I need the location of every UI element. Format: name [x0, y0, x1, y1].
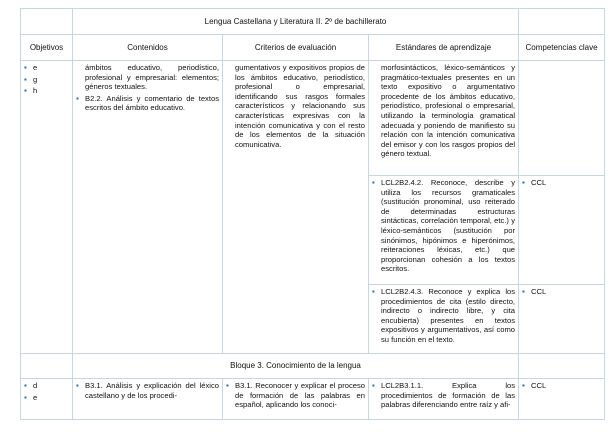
competencia-cell: [519, 285, 605, 354]
bloque-title: Bloque 3. Conocimiento de la lengua: [73, 354, 519, 379]
contenidos-cell: [73, 379, 223, 420]
criterios-cell: [223, 61, 369, 354]
blank-cell: [519, 354, 605, 379]
blank-cell: [21, 9, 73, 35]
contenido-continuation: ámbitos educativo, periodístico, profesional y empresarial: elementos; géneros textuales.: [85, 63, 219, 92]
competencia-item: ▪ CCL: [522, 287, 601, 297]
header-criterios: Criterios de evaluación: [223, 35, 369, 61]
table-title-row: [21, 9, 605, 35]
competencia-cell: [519, 61, 605, 176]
bloque-heading-row: [21, 354, 605, 379]
table-row: [21, 379, 605, 420]
header-competencias: Competencias clave: [519, 35, 605, 61]
estandar-cell: [369, 379, 519, 420]
header-row: [21, 35, 605, 61]
objetivo-item: ▪ d: [24, 381, 69, 391]
blank-cell: [519, 9, 605, 35]
estandar-item: ▪ LCL2B2.4.3. Reconoce y explica los procedimientos de cita (estilo directo, indirecto o indirecto libre, y cita encubierta) presentes en textos expositivos y argumentativos, así como su función en el texto.: [372, 287, 515, 345]
contenido-item: ▪ B2.2. Análisis y comentario de textos escritos del ámbito educativo.: [76, 94, 219, 113]
estandar-cell: [369, 285, 519, 354]
criterio-continuation: gumentativos y expositivos propios de los ámbitos educativo, periodístico, profesional o empresarial, identificando sus rasgos formales característicos y relacionando sus características expresivas con la intención comunicativa y con el resto de los elementos de la situación comunicativa.: [235, 63, 365, 149]
estandar-item: ▪ LCL2B2.4.2. Reconoce, describe y utiliza los recursos gramaticales (sustitución pronominal, uso reiterado de determinadas estructuras sintácticas, correlación temporal, etc.) y léxico-semánticos (sustitución por sinónimos, hipónimos e hiperónimos, reiteraciones léxicas, etc.) que proporcionan cohesión a los textos escritos.: [372, 178, 515, 274]
table-title: Lengua Castellana y Literatura II. 2º de bachillerato: [73, 9, 519, 35]
estandar-cell: [369, 176, 519, 285]
estandar-continuation: morfosintácticos, léxico-semánticos y pragmático-textuales presentes en un texto expositivo o argumentativo procedente de los ámbitos educativo, periodístico, profesional o empresarial, utilizando la terminología gramatical adecuada y poniendo de manifiesto su relación con la intención comunicativa del emisor y con los rasgos propios del género textual.: [381, 63, 516, 159]
criterio-item: ▪ B3.1. Reconocer y explicar el proceso de formación de las palabras en español, aplicando los conoci-: [226, 381, 365, 410]
competencia-cell: [519, 176, 605, 285]
competencia-cell: [519, 379, 605, 420]
competencia-item: ▪ CCL: [522, 178, 601, 188]
header-objetivos: Objetivos: [21, 35, 73, 61]
header-estandares: Estándares de aprendizaje: [369, 35, 519, 61]
competencia-item: ▪ CCL: [522, 381, 601, 391]
table-row: [21, 61, 605, 176]
objetivos-cell: [21, 61, 73, 354]
objetivo-item: ▪ e: [24, 63, 69, 73]
contenido-item: ▪ B3.1. Análisis y explicación del léxico castellano y de los procedi-: [76, 381, 219, 400]
objetivo-item: ▪ h: [24, 86, 69, 96]
objetivos-cell: [21, 379, 73, 420]
curriculum-table: [20, 8, 605, 420]
header-contenidos: Contenidos: [73, 35, 223, 61]
blank-cell: [21, 354, 73, 379]
estandar-item: ▪ LCL2B3.1.1. Explica los procedimientos de formación de las palabras diferenciando entre raíz y afi-: [372, 381, 515, 410]
criterios-cell: [223, 379, 369, 420]
estandar-cell: [369, 61, 519, 176]
objetivo-item: ▪ g: [24, 75, 69, 85]
objetivo-item: ▪ e: [24, 393, 69, 403]
contenidos-cell: [73, 61, 223, 354]
